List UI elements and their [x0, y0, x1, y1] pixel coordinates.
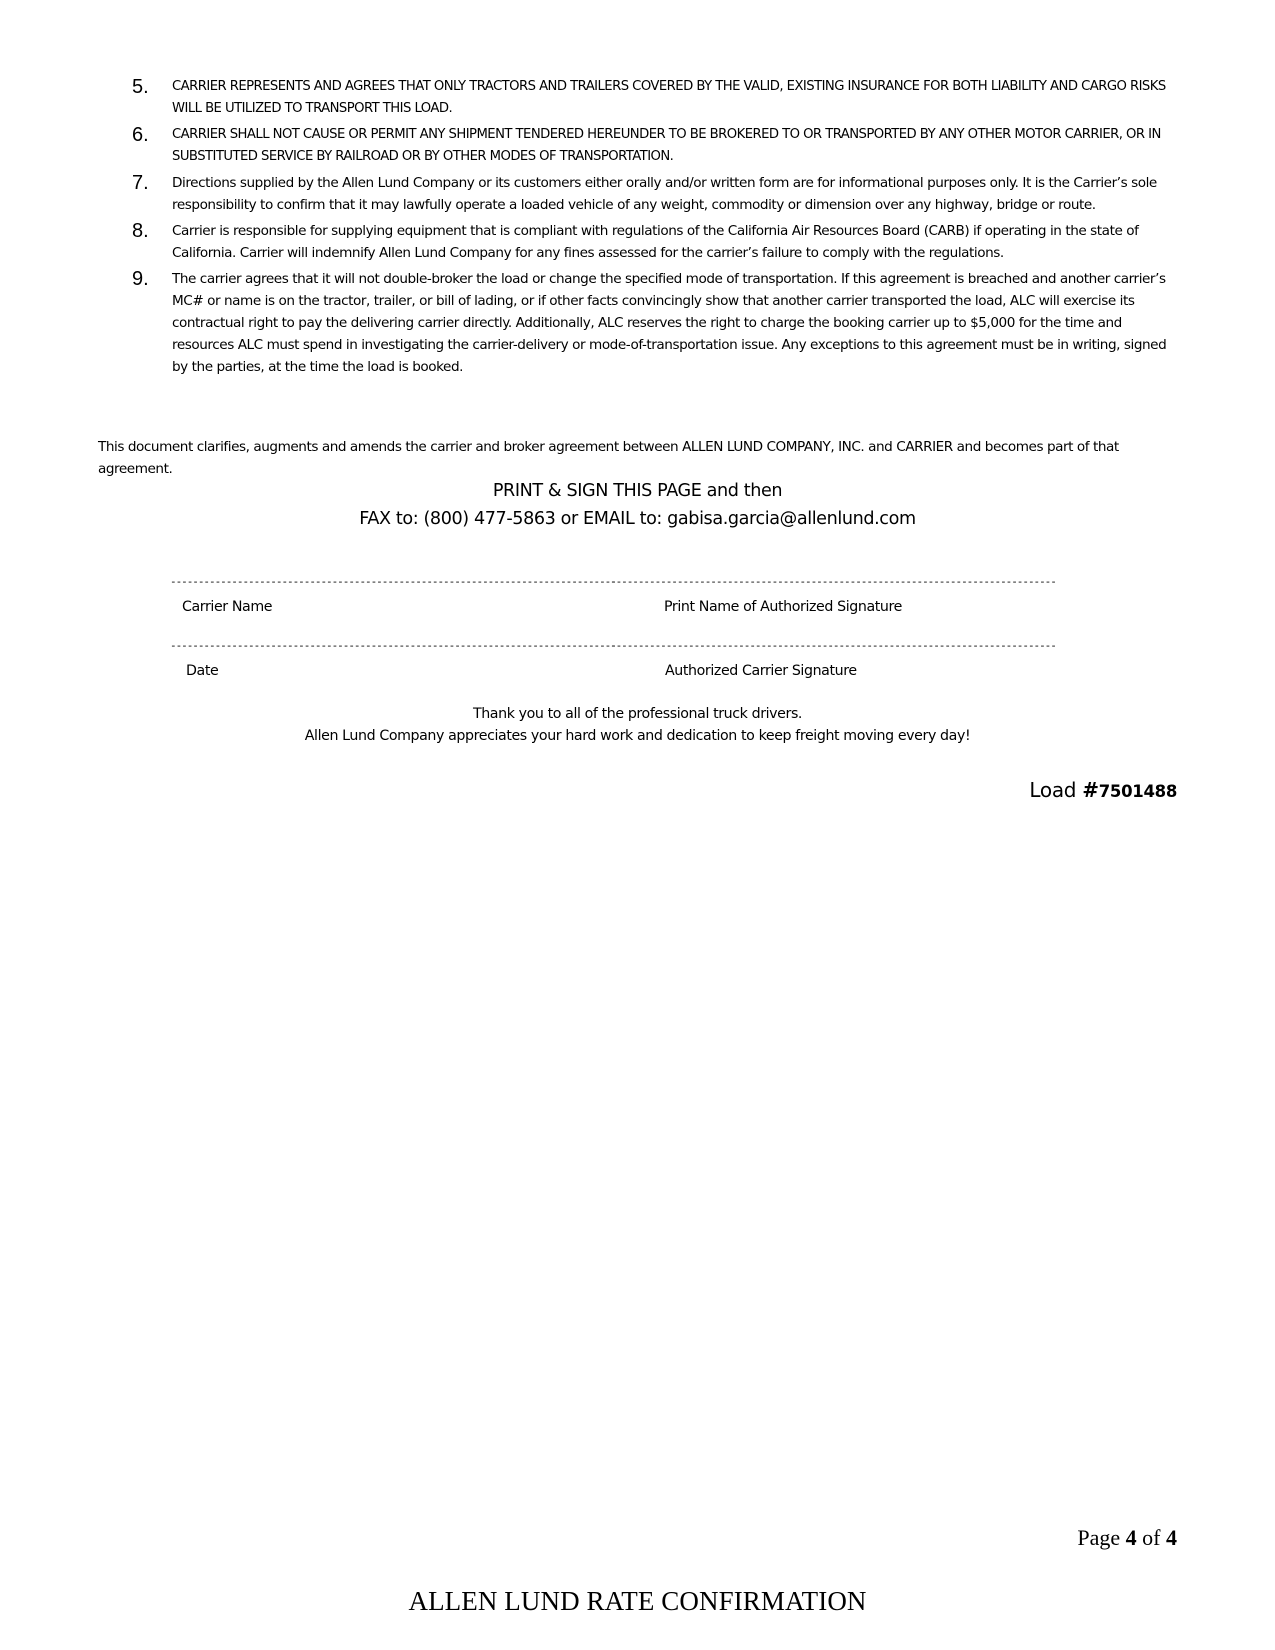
term-text: Directions supplied by the Allen Lund Company or its customers either orally and/or written form are for informational purposes only. It is the Carrier’s sole responsibility to confirm that it may lawfully operate a loaded vehicle of any weight, commodity or dimension over any highway, bridge or route.	[172, 175, 1157, 213]
page-of: of	[1136, 1525, 1166, 1550]
term-item	[132, 172, 1177, 216]
term-item	[132, 268, 1177, 378]
term-item	[132, 220, 1177, 264]
date-line: --------------------------------------------------------------------------------	[170, 639, 616, 652]
appreciation-line: Allen Lund Company appreciates your hard work and dedication to keep freight moving every day!	[304, 728, 971, 744]
print-name-line: --------------------------------------------------------------------------------	[610, 575, 1056, 588]
thanks-line: Thank you to all of the professional truck drivers.	[472, 706, 803, 722]
carrier-name-label: Carrier Name	[182, 599, 273, 615]
term-number: 7.	[132, 172, 149, 194]
term-text: Carrier is responsible for supplying equipment that is compliant with regulations of the California Air Resources Board (CARB) if operating in the state of California. Carrier will indemnify Allen Lund Company for any fines assessed for the carrier’s failure to comply with the regulations.	[172, 223, 1139, 261]
print-sign-instruction: PRINT & SIGN THIS PAGE and then	[492, 481, 783, 501]
fax-email-instruction: FAX to: (800) 477-5863 or EMAIL to: gabisa.garcia@allenlund.com	[359, 509, 916, 529]
agreement-clarification: This document clarifies, augments and amends the carrier and broker agreement between ALLEN LUND COMPANY, INC. and CARRIER and becomes part of that agreement.	[98, 439, 1119, 477]
signature-label: Authorized Carrier Signature	[665, 663, 857, 679]
term-number: 9.	[132, 268, 149, 290]
term-text: CARRIER REPRESENTS AND AGREES THAT ONLY TRACTORS AND TRAILERS COVERED BY THE VALID, EXISTING INSURANCE FOR BOTH LIABILITY AND CARGO RISKS WILL BE UTILIZED TO TRANSPORT THIS LOAD.	[172, 79, 1166, 116]
page-prefix: Page	[1077, 1525, 1126, 1550]
carrier-name-line: --------------------------------------------------------------------------------	[170, 575, 616, 588]
page-total: 4	[1166, 1525, 1177, 1550]
page-current: 4	[1125, 1525, 1137, 1550]
load-hash: #	[1082, 778, 1099, 802]
terms-list	[132, 76, 1177, 382]
term-number: 5.	[132, 76, 149, 98]
print-name-label: Print Name of Authorized Signature	[664, 599, 902, 615]
load-prefix: Load	[1029, 778, 1083, 802]
term-item	[132, 124, 1177, 168]
term-text: The carrier agrees that it will not double-broker the load or change the specified mode of transportation. If this agreement is breached and another carrier’s MC# or name is on the tractor, trailer, or bill of lading, or if other facts convincingly show that another carrier transported the load, ALC will exercise its contractual right to pay the delivering carrier directly. Additionally, ALC reserves the right to charge the booking carrier up to $5,000 for the time and resources ALC must spend in investigating the carrier-delivery or mode-of-transportation issue. Any exceptions to this agreement must be in writing, signed by the parties, at the time the load is booked.	[172, 271, 1167, 375]
term-number: 8.	[132, 220, 149, 242]
load-id: 7501488	[1098, 782, 1177, 801]
term-number: 6.	[132, 124, 149, 146]
footer-title: ALLEN LUND RATE CONFIRMATION	[408, 1586, 867, 1616]
signature-line: --------------------------------------------------------------------------------	[610, 639, 1056, 652]
term-text: CARRIER SHALL NOT CAUSE OR PERMIT ANY SHIPMENT TENDERED HEREUNDER TO BE BROKERED TO OR TRANSPORTED BY ANY OTHER MOTOR CARRIER, OR IN SUBSTITUTED SERVICE BY RAILROAD OR BY OTHER MODES OF TRANSPORTATION.	[172, 127, 1161, 164]
page-indicator	[1077, 1523, 1177, 1553]
term-item	[132, 76, 1177, 120]
load-number	[1029, 776, 1177, 806]
date-label: Date	[186, 663, 219, 679]
